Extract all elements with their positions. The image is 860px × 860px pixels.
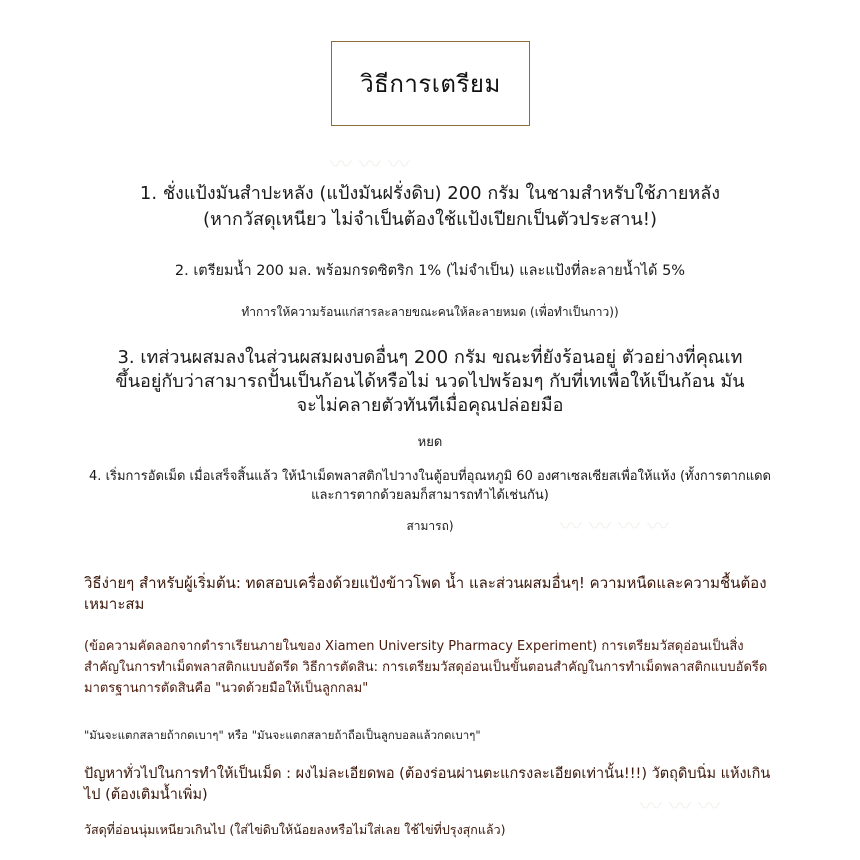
page-title: วิธีการเตรียม	[360, 70, 501, 98]
step-4-text: 4. เริ่มการอัดเม็ด เมื่อเสร็จสิ้นแล้ว ให้นำเม็ดพลาสติกไปวางในตู้อบที่อุณหภูมิ 60 องศาเซลเซียสเพื่อให้แห้ง (ทั้งการตากแดดและการตากด้วยลมก็สามารถทำได้เช่นกัน)	[89, 469, 771, 503]
background-ghost-text: 〰 〰 〰	[640, 795, 720, 820]
beginner-tips: วิธีง่ายๆ สำหรับผู้เริ่มต้น: ทดสอบเครื่องด้วยแป้งข้าวโพด น้ำ และส่วนผสมอื่นๆ! ความหนืดและความชื้นต้องเหมาะสม	[84, 574, 767, 613]
textbook-excerpt: (ข้อความคัดลอกจากตำราเรียนภายในของ Xiamen University Pharmacy Experiment) การเตรียมวัสดุอ่อนเป็นสิ่งสำคัญในการทำเม็ดพลาสติกแบบอัดรีด วิธีการตัดสิน: การเตรียมวัสดุอ่อนเป็นขั้นตอนสำคัญในการทำเม็ดพลาสติกแบบอัดรีด มาตรฐานการตัดสินคือ "นวดด้วยมือให้เป็นลูกกลม"	[84, 639, 768, 696]
soft-material-note: วัสดุที่อ่อนนุ่มเหนียวเกินไป (ใส่ไข่ดิบให้น้อยลงหรือไม่ใส่เลย ใช้ไข่ที่ปรุงสุกแล้ว)	[84, 822, 506, 837]
background-ghost-text: 〰 〰 〰	[330, 153, 410, 178]
title-frame	[331, 41, 530, 126]
step-2-text: 2. เตรียมน้ำ 200 มล. พร้อมกรดซิตริก 1% (ไม่จำเป็น) และแป้งที่ละลายน้ำได้ 5%	[174, 263, 686, 279]
step-1-text: 1. ชั่งแป้งมันสำปะหลัง (แป้งมันฝรั่งดิบ) 200 กรัม ในชามสำหรับใช้ภายหลัง (หากวัสดุเหนียว ไม่จำเป็นต้องใช้แป้งเปียกเป็นตัวประสาน!)	[139, 183, 721, 230]
drip-label: หยด	[417, 435, 443, 450]
can-fragment: สามารถ)	[406, 519, 454, 533]
step-2-note: ทำการให้ความร้อนแก่สารละลายขณะคนให้ละลายหมด (เพื่อทำเป็นกาว))	[241, 305, 619, 319]
step-3-text: 3. เทส่วนผสมลงในส่วนผสมผงบดอื่นๆ 200 กรัม ขณะที่ยังร้อนอยู่ ตัวอย่างที่คุณเทขึ้นอยู่กับว่าสามารถปั้นเป็นก้อนได้หรือไม่ นวดไปพร้อมๆ กับที่เทเพื่อให้เป็นก้อน มันจะไม่คลายตัวทันทีเมื่อคุณปล่อยมือ	[115, 347, 745, 416]
common-problems: ปัญหาทั่วไปในการทำให้เป็นเม็ด : ผงไม่ละเอียดพอ (ต้องร่อนผ่านตะแกรงละเอียดเท่านั้น!!!) วัตถุดิบนิ่ม แห้งเกินไป (ต้องเติมน้ำเพิ่ม)	[84, 766, 771, 803]
judgement-quote: "มันจะแตกสลายถ้ากดเบาๆ" หรือ "มันจะแตกสลายถ้าถือเป็นลูกบอลแล้วกดเบาๆ"	[84, 728, 481, 742]
background-ghost-text: 〰 〰 〰 〰	[560, 515, 669, 540]
